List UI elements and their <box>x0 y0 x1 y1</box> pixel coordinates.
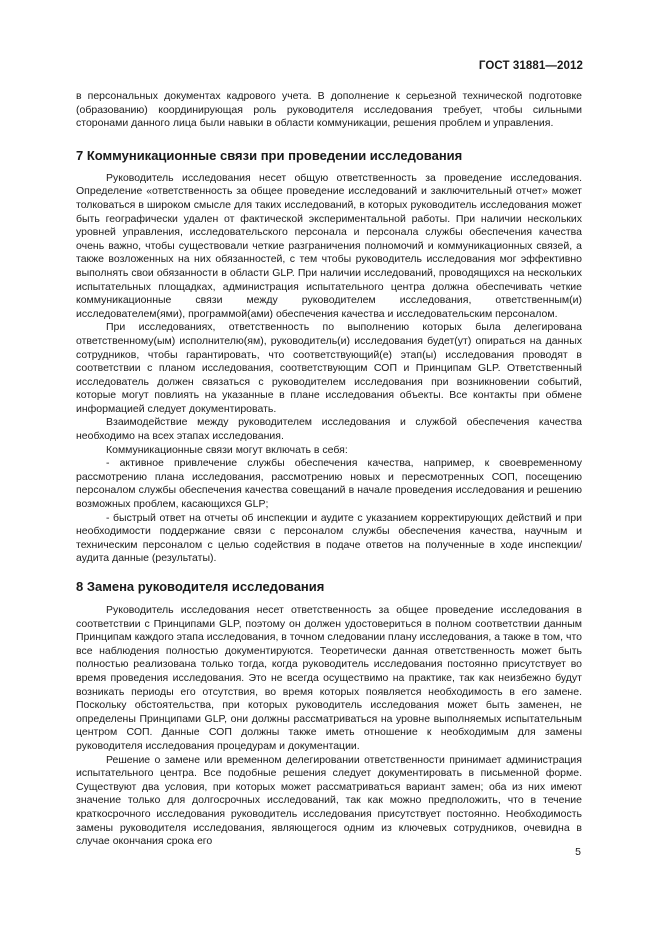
document-header: ГОСТ 31881—2012 <box>478 60 583 72</box>
section-7-paragraph: Взаимодействие между руководителем исследования и службой обеспечения качества необходимо на всех этапах исследования. <box>76 416 582 443</box>
section-7-heading: 7 Коммуникационные связи при проведении исследования <box>76 147 463 163</box>
intro-paragraph: в персональных документах кадрового учета. В дополнение к серьезной технической подготовке (образованию) координирующая роль руководителя исследования требует, чтобы сильными сторонами данного лица были навыки в области коммуникации, решения проблем и управления. <box>76 90 582 130</box>
section-7-paragraph: При исследованиях, ответственность по выполнению которых была делегирована ответственному(ым) исполнителю(ям), руководитель(и) исследования будет(ут) опираться на данных сотрудников, чтобы гарантировать, что соответствующий(е) этап(ы) исследования проводят в соответствии с планом исследования, соответствующим СОП и Принципам GLP. Ответственный исследователь должен связаться с руководителем исследования при возникновении событий, которые могут повлиять на указанные в плане исследования объекты. Все контакты при обмене информацией следует документировать. <box>76 321 582 415</box>
section-8-heading: 8 Замена руководителя исследования <box>76 579 325 594</box>
section-7-list-item: - быстрый ответ на отчеты об инспекции и аудите с указанием корректирующих действий и при необходимости поддержание связи с персоналом службы обеспечения качества, научным и техническим персоналом с целью содействия в подаче ответов на полученные в ходе инспекции/аудита данные (результаты). <box>76 511 582 565</box>
section-8-paragraph: Решение о замене или временном делегировании ответственности принимает администрация испытательного центра. Все подобные решения следует документировать в письменной форме. Существуют два условия, при которых может рассматриваться вариант замен; оба из них имеют значение только для долгосрочных исследований, так как можно предположить, что в течение краткосрочного исследования руководитель исследования присутствует постоянно. Необходимость замены руководителя исследования, являющегося одним из ключевых сотрудников, очевидна в случае окончания срока его <box>76 753 582 848</box>
page-number: 5 <box>575 846 581 858</box>
section-7-paragraph: Руководитель исследования несет общую ответственность за проведение исследования. Определение «ответственность за общее проведение исследований и заключительный отчет» может толковаться в широком смысле для таких исследований, в которых руководитель исследования может быть географически удален от фактической экспериментальной работы. При наличии нескольких уровней управления, исследовательского персонала и персонала службы обеспечения качества очень важно, чтобы существовали четкие разграничения полномочий и коммуникационных связей, а также возложенных на них обязанностей, с тем чтобы руководитель исследования мог эффективно выполнять свои обязанности в области GLP. При наличии исследований, проводящихся на нескольких испытательных площадках, администрация испытательного центра должна обеспечивать четкие коммуникационные связи между руководителем исследования, ответственным(и) исследователем(ями), программой(ами) обеспечения качества и исследовательским персоналом. <box>76 171 582 320</box>
section-7-paragraph: Коммуникационные связи могут включать в себя: <box>106 443 348 456</box>
section-7-list-item: - активное привлечение службы обеспечения качества, например, к своевременному рассмотрению плана исследования, рассмотрению новых и пересмотренных СОП, посещению персоналом службы обеспечения качества совещаний в начале проведения исследования и решению возможных проблем, касающихся GLP; <box>76 457 582 511</box>
section-8-paragraph: Руководитель исследования несет ответственность за общее проведение исследования в соответствии с Принципами GLP, поэтому он должен удостовериться в полном соответствии данным Принципам каждого этапа исследования, в точном следовании плану исследования, а также в том, что все наблюдения полностью документируются. Теоретически данная ответственность может быть полностью реализована только тогда, когда руководитель исследования постоянно присутствует во время проведения исследования. Это не всегда осуществимо на практике, так как неизбежно будут возникать периоды его отсутствия, во время которых появляется необходимость в его замене. Поскольку обстоятельства, при которых руководитель исследования может быть заменен, не определены Принципами GLP, они должны рассматриваться на уровне выполняемых испытательным центром СОП. Данные СОП должны также иметь отношение к необходимым для замены руководителя исследования процедурам и документации. <box>76 604 582 752</box>
document-body <box>76 90 582 849</box>
